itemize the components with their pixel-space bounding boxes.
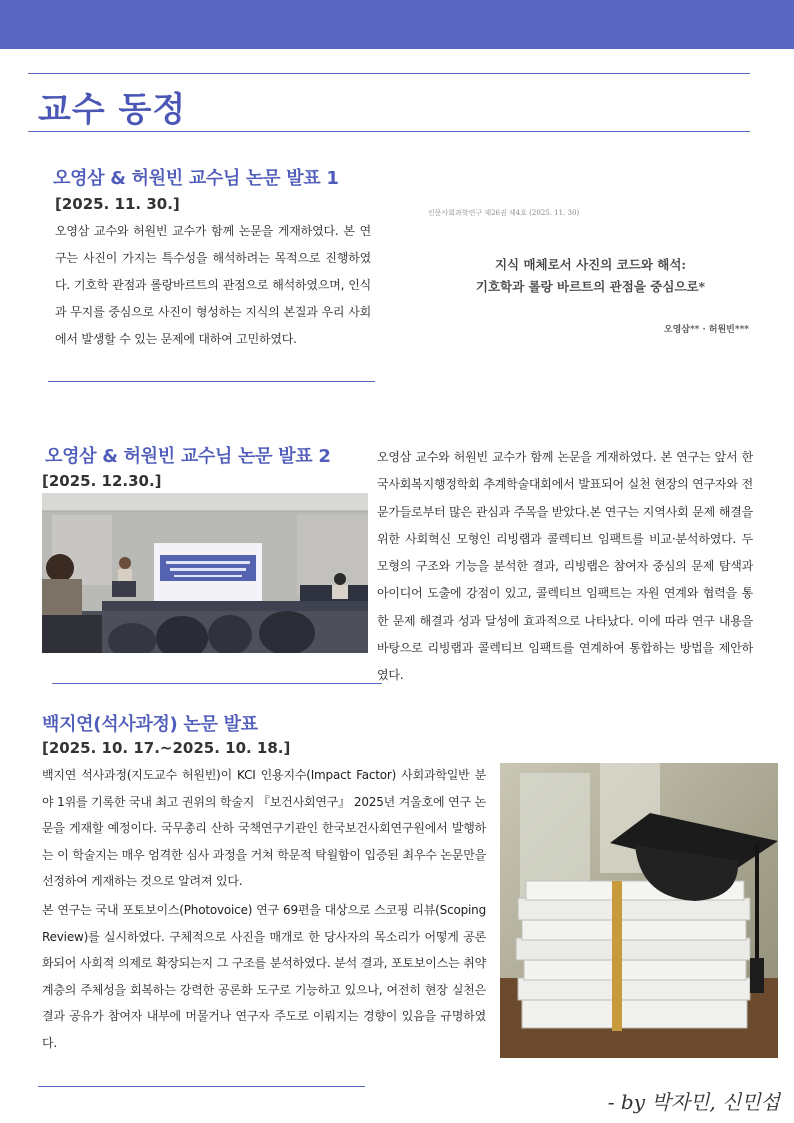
paper-stack <box>516 881 750 1031</box>
graduation-cap-scene <box>500 763 778 1058</box>
conference-photo <box>42 493 368 653</box>
section-3-body-1: 백지연 석사과정(지도교수 허원빈)이 KCI 인용지수(Impact Factor) 사회과학일반 분야 1위를 기록한 국내 최고 권위의 학술지 『보건사회연구』 2025년 겨울호에 연구 논문을 게재할 예정이다. 국무총리 산하 국책연구기관인 한국보건사회연구원에서 발행하는 이 학술지는 매우 엄격한 심사 과정을 거쳐 학문적 탁월함이 입증된 최우수 논문만을 선정하여 게재하는 것으로 알려져 있다. <box>42 768 486 888</box>
section-2-rule <box>52 683 382 684</box>
section-1-rule <box>48 381 375 382</box>
paper-journal: 인문사회과학연구 제26권 제4호 (2025. 11. 30) <box>428 209 580 217</box>
section-3-body-2: 본 연구는 국내 포토보이스(Photovoice) 연구 69편을 대상으로 스코핑 리뷰(Scoping Review)를 실시하였다. 구체적으로 사진을 매개로 한 당사자의 목소리가 어떻게 공론화되어 사회적 의제로 확장되는지 그 구조를 분석하였다. 분석 결과, 포토보이스는 취약계층의 주체성을 회복하는 강력한 공론화 도구로 기능하고 있으나, 여전히 현장 실천은 결과 공유가 참여자 내부에 머물거나 연구자 주도로 이뤄지는 경향이 있음을 규명하였다. <box>42 903 486 1050</box>
graduation-cap-photo <box>500 763 778 1058</box>
conference-scene <box>42 493 368 653</box>
section-2-body: 오영삼 교수와 허원빈 교수가 함께 논문을 게재하였다. 본 연구는 앞서 한국사회복지행정학회 추계학술대회에서 발표되어 실천 현장의 연구자와 전문가들로부터 많은 관심과 주목을 받았다.본 연구는 지역사회 문제 해결을 위한 사회혁신 모형인 리빙랩과 콜렉티브 임팩트를 비교·분석하였다. 두 모형의 구조와 기능을 분석한 결과, 리빙랩은 참여자 중심의 문제 탐색과 아이디어 도출에 강점이 있고, 콜렉티브 임팩트는 자원 연계와 협력을 통한 문제 해결과 성과 달성에 효과적으로 나타났다. 이에 따라 연구 내용을 바탕으로 리빙랩과 콜렉티브 임팩트를 연계하여 통합하는 방법을 제안하였다. <box>377 450 753 683</box>
section-1-title: 오영삼 & 허원빈 교수님 논문 발표 1 <box>53 168 339 189</box>
paper-title-image <box>418 200 763 350</box>
title-top-rule <box>28 73 750 74</box>
header-bar <box>0 0 794 49</box>
section-2-title: 오영삼 & 허원빈 교수님 논문 발표 2 <box>45 446 331 467</box>
section-2-date: [2025. 12.30.] <box>42 472 162 490</box>
page-title: 교수 동정 <box>38 90 187 130</box>
section-3-rule <box>38 1086 365 1087</box>
section-1-date: [2025. 11. 30.] <box>55 195 180 213</box>
section-3-date: [2025. 10. 17.~2025. 10. 18.] <box>42 739 291 757</box>
signature: - by 박자민, 신민섭 <box>607 1090 780 1114</box>
paper-title-line2: 기호학과 롤랑 바르트의 관점을 중심으로* <box>475 279 706 294</box>
section-3-title: 백지연(석사과정) 논문 발표 <box>42 714 258 735</box>
paper-title-line1: 지식 매체로서 사진의 코드와 해석: <box>494 257 687 272</box>
section-1-body: 오영삼 교수와 허원빈 교수가 함께 논문을 게재하였다. 본 연구는 사진이 가지는 특수성을 해석하려는 목적으로 진행하였다. 기호학 관점과 롤랑바르트의 관점으로 해석하였으며, 인식과 무지를 중심으로 사진이 형성하는 지식의 본질과 우리 사회에서 발생할 수 있는 문제에 대하여 고민하였다. <box>55 224 371 346</box>
paper-authors: 오영삼** · 허원빈*** <box>663 325 749 335</box>
title-bottom-rule <box>28 131 750 132</box>
